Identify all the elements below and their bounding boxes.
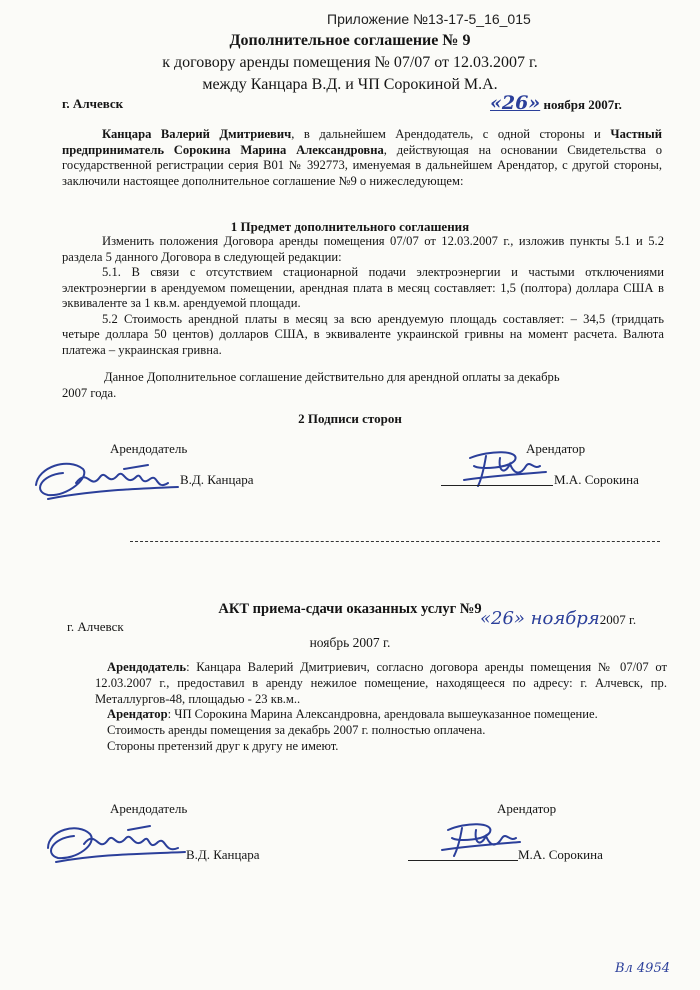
akt-tenant-signature-line [408,860,518,861]
section-1-clause-5-2: 5.2 Стоимость арендной платы в месяц за всю арендуемую площадь составляет: – 34,5 (тридцать четыре доллара 50 центов) долларов США, в эквиваленте украинской гривны на момент расчета. Валюта платежа – украинская гривна. [62,311,664,357]
akt-lessor-name: В.Д. Канцара [186,847,260,862]
akt-lessor-paragraph [95,660,667,707]
akt-tenant-paragraph [95,707,667,723]
akt-lessor-bold: Арендодатель [107,660,187,674]
akt-tenant-label: Арендатор [497,801,557,816]
date-month-year: ноября 2007г. [543,97,622,112]
akt-city: г. Алчевск [67,619,124,634]
akt-handwritten-date: «26» ноября [480,608,600,629]
section-1-clause-5-1: 5.1. В связи с отсутствием стационарной подачи электроэнергии и частыми отключениями электроэнергии в арендуемом помещении, арендная плата в месяц составляет: 1,5 (полтора) доллара США в эквиваленте за 1 кв.м. арендуемой площади. [62,265,664,310]
akt-title: АКТ приема-сдачи оказанных услуг №9 [218,601,482,617]
document-subtitle-contract: к договору аренды помещения № 07/07 от 12.03.2007 г. [162,54,538,71]
section-1-paragraph-1: Изменить положения Договора аренды помещения 07/07 от 12.03.2007 г., изложив пункты 5.1 и 5.2 раздела 5 данного Договора в следующей редакции: [62,234,664,264]
intro-text-1: , в дальнейшем Арендодатель, с одной стороны и [291,127,601,141]
akt-claims-line: Стороны претензий друг к другу не имеют. [107,738,339,753]
tenant-name: М.А. Сорокина [554,472,639,487]
akt-body [95,660,667,755]
intro-text-2: , действующая на основании Свидетельства о государственной регистрации серия В01 № 392773, именуемая в дальнейшем Арендатор, с другой стороны, заключили настоящее дополнительное соглашение №9 о нижеследующем: [62,142,662,188]
city: г. Алчевск [62,96,124,111]
party-lessor-name: Канцара Валерий Дмитриевич [102,127,292,141]
handwritten-number: Вл 4954 [614,961,670,976]
document-title: Дополнительное соглашение № 9 [229,32,471,49]
lessor-name: В.Д. Канцара [180,472,254,487]
akt-tenant-name: М.А. Сорокина [518,847,603,862]
akt-tenant-bold: Арендатор [107,707,168,722]
akt-month: ноябрь 2007 г. [309,635,391,650]
akt-date [480,608,636,629]
section-divider [130,541,660,542]
validity-line-2: 2007 года. [62,386,117,400]
lessor-signature [28,447,183,507]
akt-date-year: 2007 г. [599,612,637,627]
tenant-label: Арендатор [526,441,586,456]
section-1-body [62,234,664,358]
section-1-heading: 1 Предмет дополнительного соглашения [230,219,470,234]
akt-paid-line: Стоимость аренды помещения за декабрь 2007 г. полностью оплачена. [107,723,486,738]
akt-lessor-label: Арендодатель [110,801,188,816]
akt-lessor-text: : Канцара Валерий Дмитриевич, согласно договора аренды помещения № 07/07 от 12.03.2007 г., предоставил в аренду нежилое помещение, находящееся по адресу: г. Алчевск, пр. Металлургов-48, площадью - 23 кв.м.. [95,660,667,706]
akt-tenant-signature [438,818,523,860]
section-2-heading: 2 Подписи сторон [298,411,402,426]
akt-tenant-text: : ЧП Сорокина Марина Александровна, арендовала вышеуказанное помещение. [167,707,598,722]
intro-paragraph [62,127,662,189]
agreement-date [490,92,622,114]
lessor-label: Арендодатель [110,441,188,456]
akt-lessor-signature [40,814,185,869]
annex-number: Приложение №13-17-5_16_015 [327,11,531,27]
document-subtitle-parties: между Канцара В.Д. и ЧП Сорокиной М.А. [202,76,498,93]
tenant-signature-line [441,485,553,486]
validity-line-1: Данное Дополнительное соглашение действительно для арендной оплаты за декабрь [104,370,560,384]
handwritten-day: «26» [490,92,541,114]
party-tenant-name: Частный предприниматель Сорокина Марина Александровна [62,127,662,157]
